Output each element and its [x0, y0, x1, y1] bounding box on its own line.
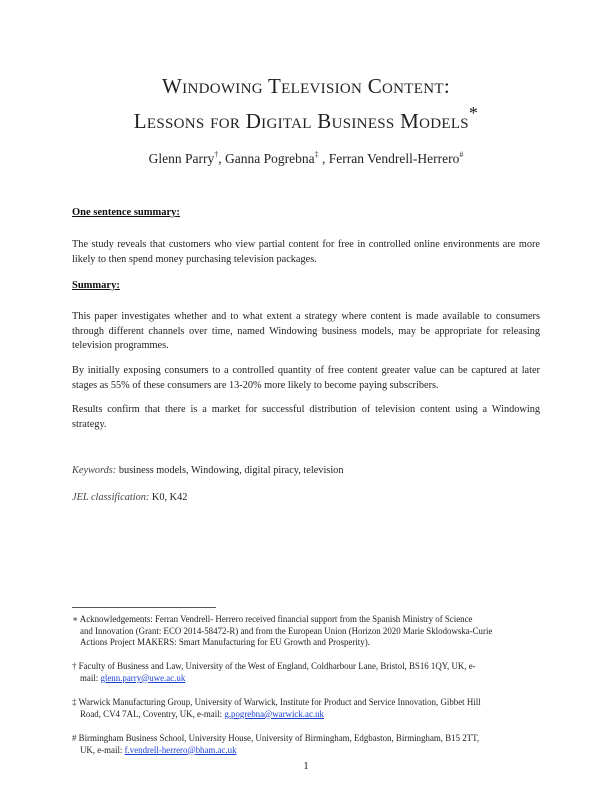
footnote-2-line-1: Faculty of Business and Law, University of the West of England, Coldharbour Lane, Bristol, BS16 1QY, UK, e- — [78, 661, 476, 671]
author-pogrebna: Ganna Pogrebna — [225, 151, 315, 166]
keywords-value: business models, Windowing, digital piracy, television — [118, 465, 344, 476]
author-vendrell-herrero: Ferran Vendrell-Herrero — [328, 151, 460, 166]
footnote-3-email-link[interactable]: g.pogrebna@warwick.ac.uk — [224, 708, 324, 719]
keywords-line — [72, 465, 343, 476]
footnote-divider — [72, 607, 216, 608]
title-line-2-text: Lessons for Digital Business Models — [133, 109, 469, 133]
author-parry: Glenn Parry — [148, 151, 215, 166]
title-line-1-text: Windowing Television Content: — [162, 74, 450, 98]
footnote-parry-affiliation — [72, 661, 540, 684]
footnote-vendrell-herrero-affiliation — [72, 733, 540, 756]
summary-paragraph-1: This paper investigates whether and to what extent a strategy where content is made available to consumers through different channels over time, named Windowing business models, may be appropriate for releasing television programmes. — [72, 311, 540, 352]
jel-value: K0, K42 — [151, 492, 188, 503]
paper-title-line-1 — [0, 74, 612, 99]
summary-heading: Summary: — [72, 280, 120, 291]
summary-paragraph-2: By initially exposing consumers to a controlled quantity of free content greater value can be captured at later stages as 55% of these consumers are 13-20% more likely to become paying subscribers. — [72, 365, 540, 391]
footnote-4-mark: # — [72, 733, 77, 743]
one-sentence-summary-heading: One sentence summary: — [72, 207, 180, 218]
title-footnote-mark: * — [468, 103, 479, 123]
jel-label: JEL classification: — [72, 492, 150, 503]
footnote-3-mark: ‡ — [72, 697, 77, 707]
keywords-label: Keywords: — [72, 465, 117, 476]
footnote-acknowledgements — [72, 614, 540, 649]
footnote-1-line-3: Actions Project MAKERS: Smart Manufacturing for EU Growth and Prosperity). — [80, 637, 370, 648]
footnote-3-line-1: Warwick Manufacturing Group, University of Warwick, Institute for Product and Service Innovation, Gibbet Hill — [78, 697, 481, 707]
footnote-1-mark: ∗ — [72, 614, 79, 624]
author-vendrell-herrero-mark: # — [459, 150, 464, 159]
footnote-3-prefix: Road, CV4 7AL, Coventry, UK, e-mail: — [80, 708, 225, 719]
footnote-4-email-link[interactable]: f.vendrell-herrero@bham.ac.uk — [124, 744, 237, 755]
footnote-1-line-1: Acknowledgements: Ferran Vendrell- Herrero received financial support from the Spanish Ministry of Science — [79, 614, 473, 624]
footnote-2-email-link[interactable]: glenn.parry@uwe.ac.uk — [100, 672, 186, 683]
footnote-2-prefix: mail: — [80, 672, 101, 683]
author-list: Glenn Parry†, Ganna Pogrebna‡ , Ferran Vendrell-Herrero# — [148, 150, 464, 166]
summary-paragraph-3: Results confirm that there is a market for successful distribution of television content using a Windowing strategy. — [72, 404, 540, 430]
author-pogrebna-mark: ‡ — [314, 150, 319, 159]
footnote-pogrebna-affiliation — [72, 697, 540, 720]
paper-title-line-2 — [0, 103, 612, 134]
footnote-2-mark: † — [72, 661, 77, 671]
page-number: 1 — [303, 760, 309, 772]
one-sentence-summary-text: The study reveals that customers who view partial content for free in controlled online environments are more likely to then spend money purchasing television packages. — [72, 239, 540, 265]
footnote-4-prefix: UK, e-mail: — [80, 744, 125, 755]
author-parry-mark: † — [214, 150, 219, 159]
jel-line — [72, 492, 187, 503]
footnote-4-line-1: Birmingham Business School, University House, University of Birmingham, Edgbaston, Birmingham, B15 2TT, — [78, 733, 480, 743]
footnote-1-line-2: and Innovation (Grant: ECO 2014-58472-R) and from the European Union (Horizon 2020 Marie Sklodowska-Curie — [80, 625, 493, 636]
